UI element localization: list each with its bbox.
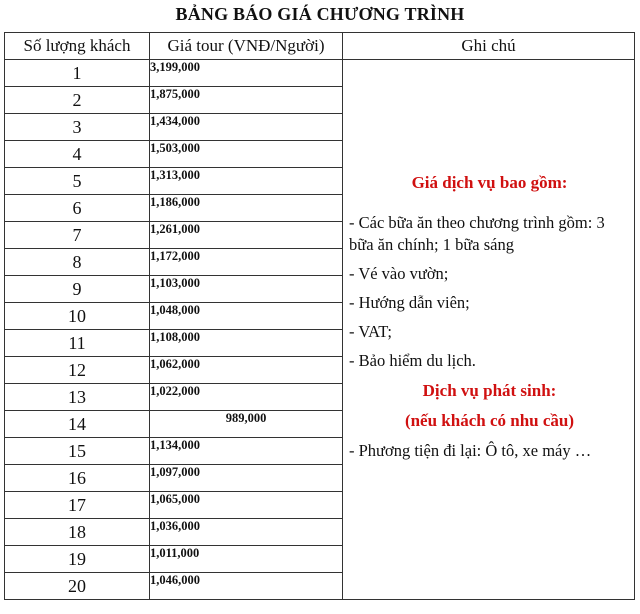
guest-count-cell: 3 xyxy=(5,114,150,141)
included-service-item: - Các bữa ăn theo chương trình gồm: 3 bữa ăn chính; 1 bữa sáng xyxy=(349,213,605,254)
guest-count-cell: 6 xyxy=(5,195,150,222)
price-cell: 1,875,000 xyxy=(150,87,343,114)
table-body xyxy=(5,60,635,600)
guest-count-cell: 10 xyxy=(5,303,150,330)
price-table xyxy=(4,32,635,600)
extra-service-item: - Phương tiện đi lại: Ô tô, xe máy … xyxy=(349,441,592,460)
guest-count-cell: 8 xyxy=(5,249,150,276)
price-cell: 3,199,000 xyxy=(150,60,343,87)
price-cell: 1,108,000 xyxy=(150,330,343,357)
price-cell: 1,434,000 xyxy=(150,114,343,141)
included-services-heading: Giá dịch vụ bao gồm: xyxy=(411,173,568,192)
price-cell: 1,134,000 xyxy=(150,438,343,465)
guest-count-cell: 4 xyxy=(5,141,150,168)
guest-count-cell: 16 xyxy=(5,465,150,492)
notes-content xyxy=(343,60,634,462)
guest-count-cell: 7 xyxy=(5,222,150,249)
included-service-item: - Hướng dẫn viên; xyxy=(349,293,470,312)
guest-count-cell: 9 xyxy=(5,276,150,303)
price-cell: 1,048,000 xyxy=(150,303,343,330)
price-cell: 989,000 xyxy=(150,411,343,438)
header-notes: Ghi chú xyxy=(343,33,635,60)
guest-count-cell: 17 xyxy=(5,492,150,519)
price-cell: 1,011,000 xyxy=(150,546,343,573)
price-cell: 1,503,000 xyxy=(150,141,343,168)
guest-count-cell: 5 xyxy=(5,168,150,195)
page-title: BẢNG BÁO GIÁ CHƯƠNG TRÌNH xyxy=(175,4,465,24)
price-cell: 1,046,000 xyxy=(150,573,343,600)
header-guests: Số lượng khách xyxy=(5,33,150,60)
header-price: Giá tour (VNĐ/Người) xyxy=(150,33,343,60)
extra-services-subheading: (nếu khách có nhu cầu) xyxy=(404,411,575,430)
included-service-item: - Bảo hiểm du lịch. xyxy=(349,351,476,370)
guest-count-cell: 15 xyxy=(5,438,150,465)
price-cell: 1,036,000 xyxy=(150,519,343,546)
included-service-item: - VAT; xyxy=(349,322,392,341)
price-cell: 1,186,000 xyxy=(150,195,343,222)
guest-count-cell: 14 xyxy=(5,411,150,438)
price-cell: 1,022,000 xyxy=(150,384,343,411)
price-cell: 1,172,000 xyxy=(150,249,343,276)
guest-count-cell: 12 xyxy=(5,357,150,384)
price-cell: 1,062,000 xyxy=(150,357,343,384)
table-row xyxy=(5,60,635,87)
price-cell: 1,103,000 xyxy=(150,276,343,303)
price-cell: 1,097,000 xyxy=(150,465,343,492)
price-cell: 1,313,000 xyxy=(150,168,343,195)
guest-count-cell: 20 xyxy=(5,573,150,600)
notes-cell xyxy=(343,60,635,600)
guest-count-cell: 11 xyxy=(5,330,150,357)
price-cell: 1,261,000 xyxy=(150,222,343,249)
price-cell: 1,065,000 xyxy=(150,492,343,519)
guest-count-cell: 1 xyxy=(5,60,150,87)
guest-count-cell: 19 xyxy=(5,546,150,573)
guest-count-cell: 18 xyxy=(5,519,150,546)
table-header-row xyxy=(5,33,635,60)
included-service-item: - Vé vào vườn; xyxy=(349,264,449,283)
guest-count-cell: 2 xyxy=(5,87,150,114)
extra-services-heading: Dịch vụ phát sinh: xyxy=(422,381,557,400)
guest-count-cell: 13 xyxy=(5,384,150,411)
